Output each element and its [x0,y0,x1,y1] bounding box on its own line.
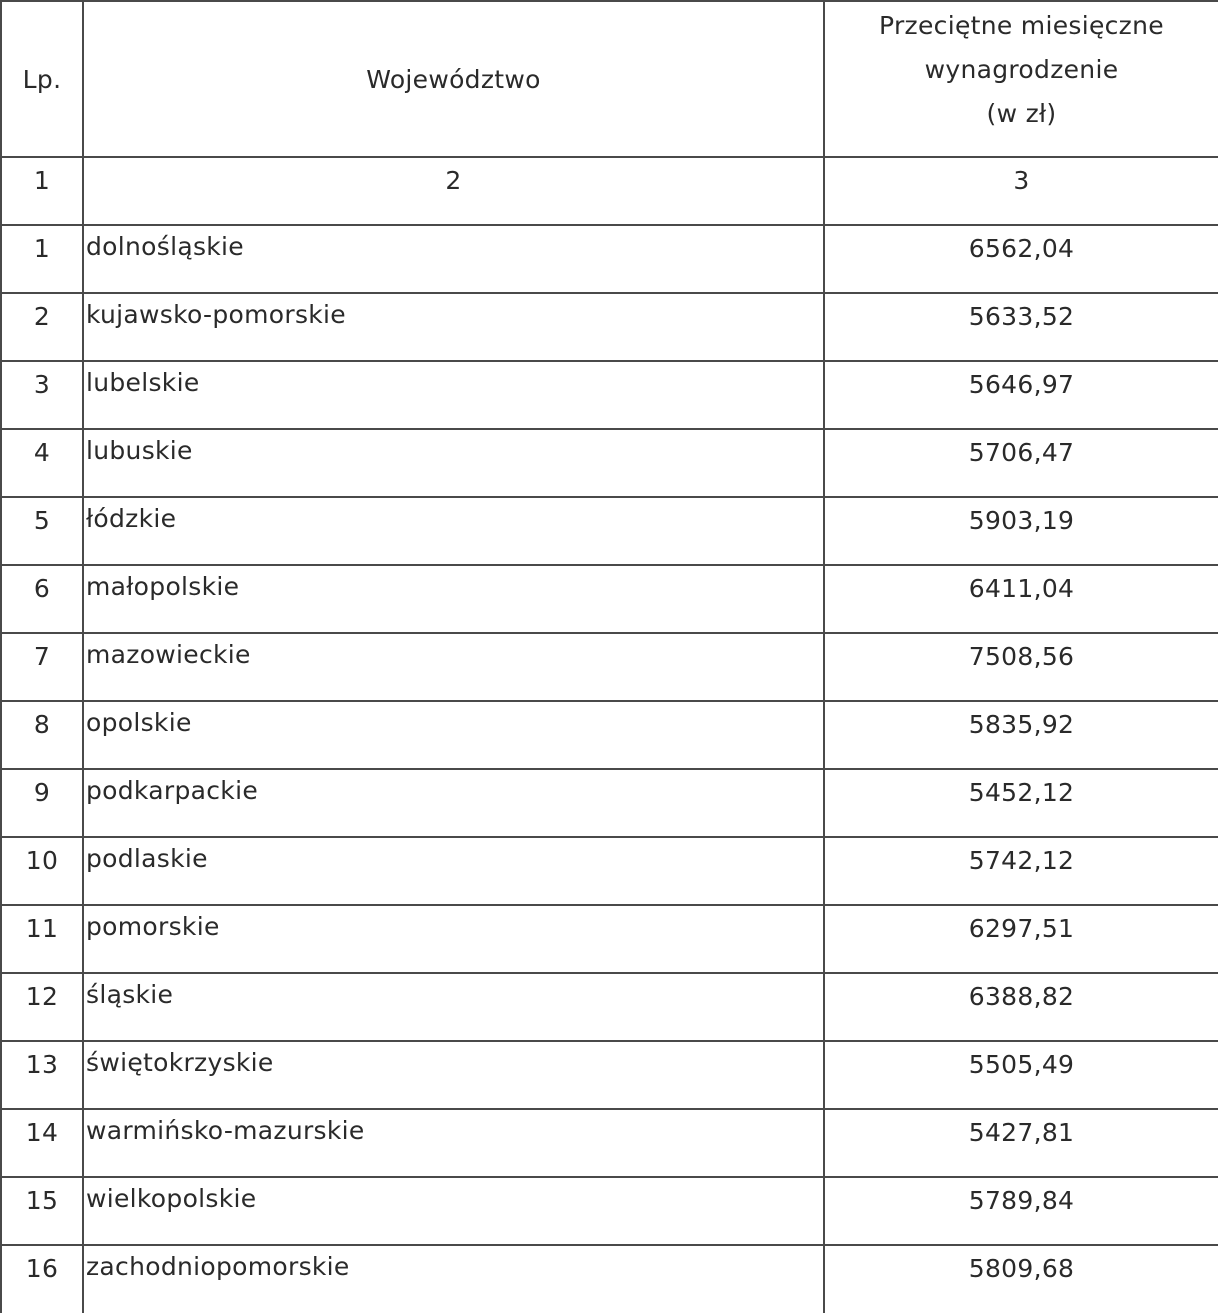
row-region: lubuskie [83,429,824,497]
row-wage: 6562,04 [824,225,1218,293]
row-wage: 5809,68 [824,1245,1218,1313]
row-region: zachodniopomorskie [83,1245,824,1313]
row-wage: 5633,52 [824,293,1218,361]
row-lp: 10 [1,837,83,905]
table-row [1,1041,1218,1109]
table-row [1,701,1218,769]
row-lp: 6 [1,565,83,633]
row-wage: 6297,51 [824,905,1218,973]
row-region: opolskie [83,701,824,769]
row-region: śląskie [83,973,824,1041]
table-row [1,293,1218,361]
row-region: dolnośląskie [83,225,824,293]
row-region: świętokrzyskie [83,1041,824,1109]
header-wage-line2: wynagrodzenie [924,55,1119,84]
table-row [1,429,1218,497]
row-wage: 5742,12 [824,837,1218,905]
table-row [1,361,1218,429]
table-row [1,1177,1218,1245]
row-region: łódzkie [83,497,824,565]
header-region: Województwo [83,1,824,157]
row-region: podkarpackie [83,769,824,837]
column-number-row [1,157,1218,225]
header-wage-line3: (w zł) [986,99,1057,128]
row-region: lubelskie [83,361,824,429]
row-wage: 5452,12 [824,769,1218,837]
row-wage: 5427,81 [824,1109,1218,1177]
row-lp: 4 [1,429,83,497]
row-wage: 5505,49 [824,1041,1218,1109]
table-row [1,837,1218,905]
row-lp: 7 [1,633,83,701]
table-row [1,497,1218,565]
row-lp: 16 [1,1245,83,1313]
row-region: pomorskie [83,905,824,973]
row-wage: 6388,82 [824,973,1218,1041]
row-wage: 5835,92 [824,701,1218,769]
row-lp: 13 [1,1041,83,1109]
table-row [1,633,1218,701]
row-region: podlaskie [83,837,824,905]
row-wage: 7508,56 [824,633,1218,701]
column-number: 2 [83,157,824,225]
table-row [1,565,1218,633]
row-lp: 14 [1,1109,83,1177]
row-lp: 12 [1,973,83,1041]
row-region: małopolskie [83,565,824,633]
row-lp: 3 [1,361,83,429]
header-lp: Lp. [1,1,83,157]
row-lp: 2 [1,293,83,361]
header-row [1,1,1218,157]
column-number: 1 [1,157,83,225]
table-row [1,1245,1218,1313]
row-region: warmińsko-mazurskie [83,1109,824,1177]
row-region: mazowieckie [83,633,824,701]
row-lp: 15 [1,1177,83,1245]
row-region: kujawsko-pomorskie [83,293,824,361]
row-wage: 5903,19 [824,497,1218,565]
row-wage: 5789,84 [824,1177,1218,1245]
row-region: wielkopolskie [83,1177,824,1245]
row-lp: 11 [1,905,83,973]
table-row [1,905,1218,973]
header-wage-line1: Przeciętne miesięczne [879,11,1164,40]
row-lp: 1 [1,225,83,293]
column-number: 3 [824,157,1218,225]
row-wage: 6411,04 [824,565,1218,633]
table-row [1,225,1218,293]
row-lp: 5 [1,497,83,565]
row-wage: 5646,97 [824,361,1218,429]
table-row [1,769,1218,837]
row-lp: 8 [1,701,83,769]
header-wage [824,1,1218,157]
table-row [1,1109,1218,1177]
table-row [1,973,1218,1041]
row-wage: 5706,47 [824,429,1218,497]
row-lp: 9 [1,769,83,837]
